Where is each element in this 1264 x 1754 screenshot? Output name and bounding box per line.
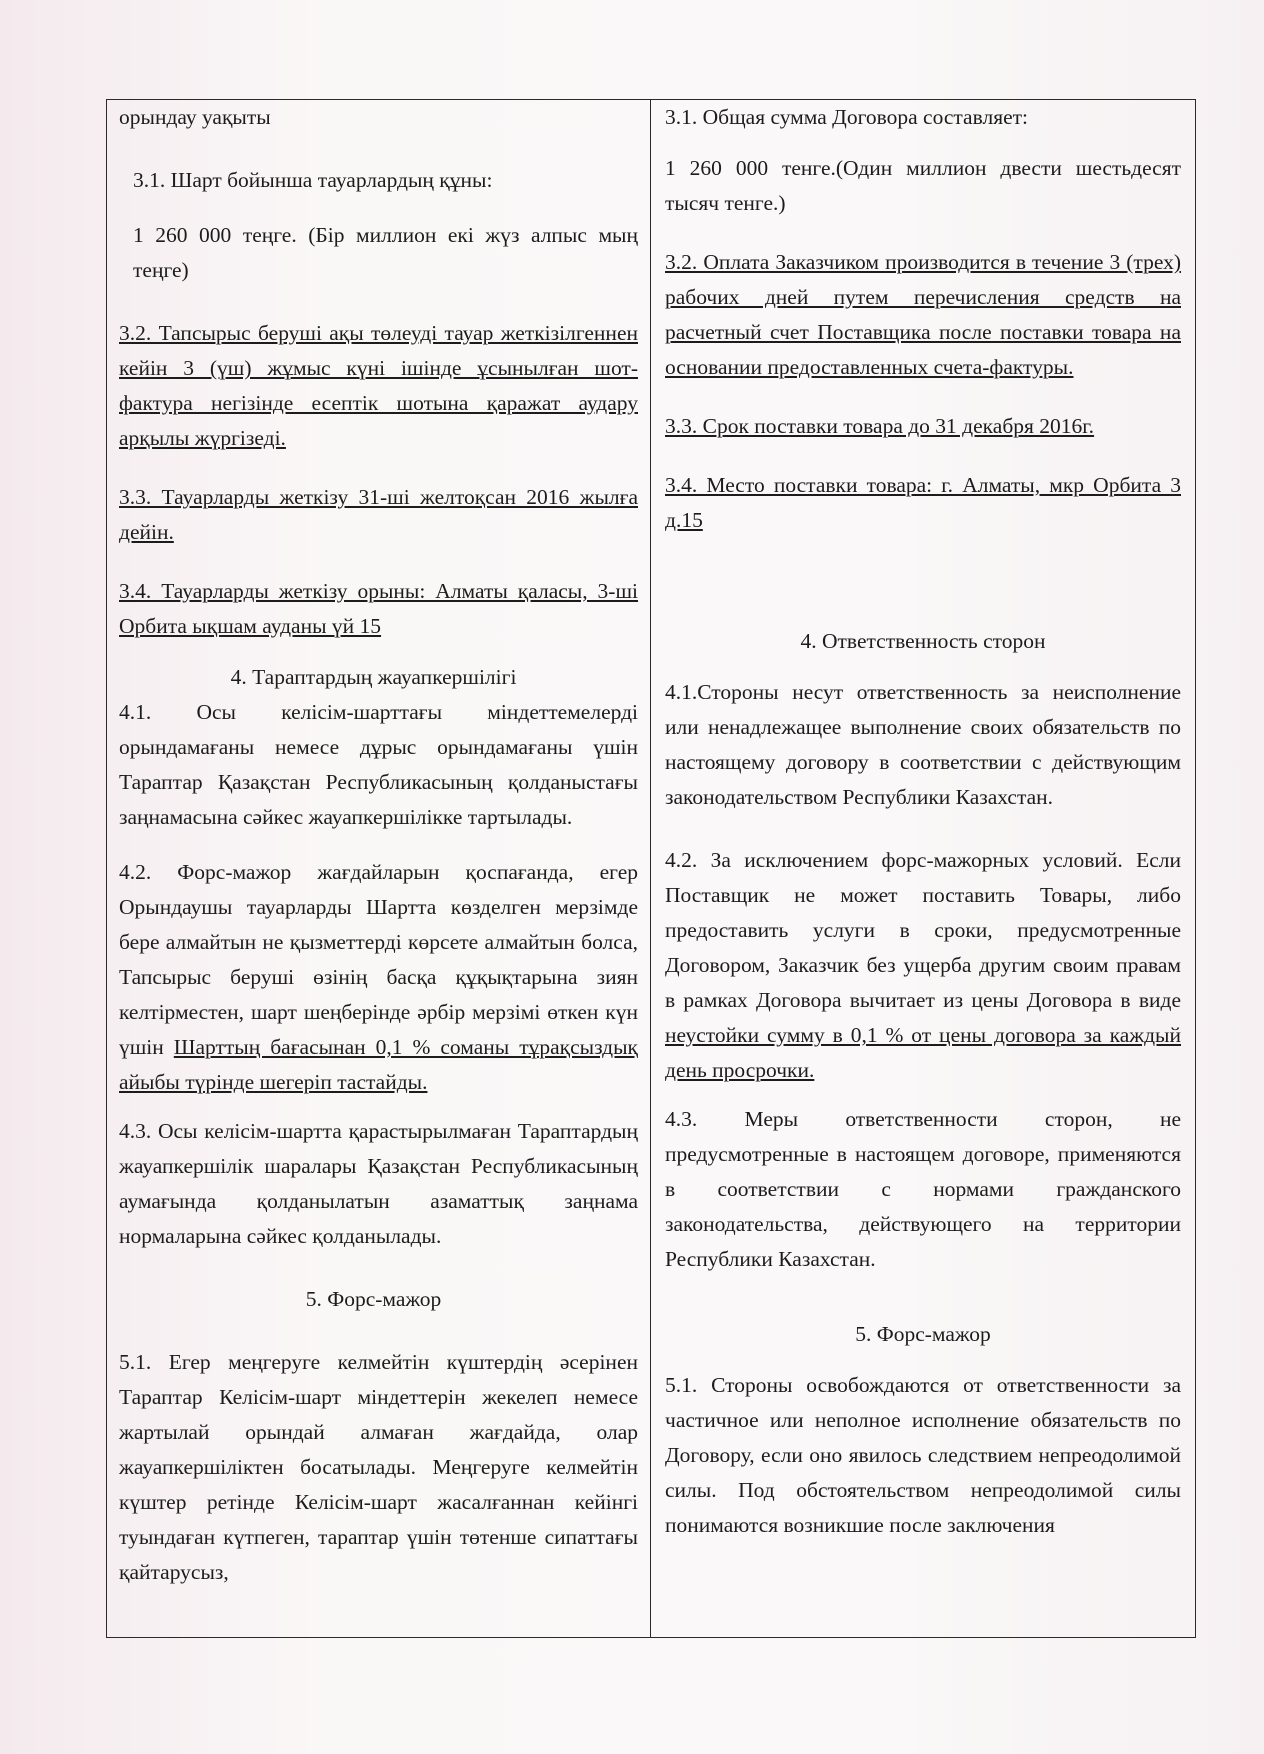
kz-clause-3-3: 3.3. Тауарларды жеткізу 31-ші желтоқсан 2016 жылға дейін.	[119, 485, 638, 544]
ru-section-5-heading: 5. Форс-мажор	[855, 1322, 991, 1346]
kz-section-5-heading: 5. Форс-мажор	[305, 1287, 442, 1311]
ru-section-4-heading: 4. Ответственность сторон	[800, 629, 1046, 653]
kz-clause-4-2-penalty: Шарттың бағасынан 0,1 % соманы тұрақсыздық айыбы түрінде шегеріп тастайды.	[119, 1035, 638, 1094]
ru-clause-4-2	[665, 843, 1181, 1088]
ru-clause-4-2-penalty: неустойки сумму в 0,1 % от цены договора за каждый день просрочки.	[665, 1023, 1181, 1082]
ru-clause-5-1: 5.1. Стороны освобождаются от ответственности за частичное или неполное исполнение обязательств по Договору, если оно явилось следствием непреодолимой силы. Под обстоятельством непреодолимой силы понимаются возникшие после заключения	[665, 1373, 1181, 1537]
ru-clause-3-2: 3.2. Оплата Заказчиком производится в течение 3 (трех) рабочих дней путем перечисления средств на расчетный счет Поставщика после поставки товара на основании предоставленных счета-фактуры.	[665, 250, 1181, 379]
kz-clause-4-2-text: 4.2. Форс-мажор жағдайларын қоспағанда, егер Орындаушы тауарларды Шартта көзделген мерзімде бере алмайтын не қызметтерді көрсете алмайтын болса, Тапсырыс беруші өзінің басқа құқықтарына зиян келтірместен, шарт шеңберінде әрбір мерзімі өткен күн үшін	[119, 860, 638, 1059]
kz-clause-3-1-title: 3.1. Шарт бойынша тауарлардың құны:	[133, 168, 493, 192]
ru-clause-3-1-amount: 1 260 000 тенге.(Один миллион двести шестьдесят тысяч тенге.)	[665, 156, 1181, 215]
kz-clause-4-3: 4.3. Осы келісім-шартта қарастырылмаған Тараптардың жауапкершілік шаралары Қазақстан Республикасының аумағында қолданылатын азаматтық заңнама нормаларына сәйкес қолданылады.	[119, 1119, 638, 1248]
russian-column	[651, 100, 1195, 1637]
ru-clause-3-4: 3.4. Место поставки товара: г. Алматы, мкр Орбита 3 д.15	[665, 473, 1181, 532]
ru-clause-4-3: 4.3. Меры ответственности сторон, не предусмотренные в настоящем договоре, применяются в соответствии с нормами гражданского законодательства, действующего на территории Республики Казахстан.	[665, 1107, 1181, 1271]
kz-clause-4-1: 4.1. Осы келісім-шарттағы міндеттемелерді орындамағаны немесе дұрыс орындамағаны үшін Тараптар Қазақстан Республикасының қолданыстағы заңнамасына сәйкес жауапкершілікке тартылады.	[119, 700, 638, 829]
kz-heading-tail: орындау уақыты	[119, 105, 271, 129]
kz-clause-3-1-amount: 1 260 000 теңге. (Бір миллион екі жүз алпыс мың теңге)	[133, 223, 638, 282]
kz-clause-5-1: 5.1. Егер меңгеруге келмейтін күштердің әсерінен Тараптар Келісім-шарт міндеттерін жекелеп немесе жартылай орындай алмаған жағдайда, олар жауапкершіліктен босатылады. Меңгеруге келмейтін күштер ретінде Келісім-шарт жасалғаннан кейінгі туындаған күтпеген, тараптар үшін төтенше сипаттағы қайтарусыз,	[119, 1350, 638, 1584]
kazakh-column	[107, 100, 651, 1637]
ru-clause-3-1-title: 3.1. Общая сумма Договора составляет:	[665, 105, 1029, 129]
ru-clause-4-1: 4.1.Стороны несут ответственность за неисполнение или ненадлежащее выполнение своих обязательств по настоящему договору в соответствии с действующим законодательством Республики Казахстан.	[665, 680, 1181, 809]
ru-clause-4-2-text: 4.2. За исключением форс-мажорных условий. Если Поставщик не может поставить Товары, либо предоставить услуги в сроки, предусмотренные Договором, Заказчик без ущерба другим своим правам в рамках Договора вычитает из цены Договора в виде	[665, 848, 1181, 1012]
kz-clause-4-2	[119, 855, 638, 1100]
contract-two-column-table	[106, 99, 1196, 1638]
ru-clause-3-3: 3.3. Срок поставки товара до 31 декабря 2016г.	[665, 414, 1095, 438]
kz-section-4-heading: 4. Тараптардың жауапкершілігі	[230, 665, 517, 689]
kz-clause-3-4: 3.4. Тауарларды жеткізу орыны: Алматы қаласы, 3-ші Орбита ықшам ауданы үй 15	[119, 579, 638, 638]
kz-clause-3-2: 3.2. Тапсырыс беруші ақы төлеуді тауар жеткізілгеннен кейін 3 (үш) жұмыс күні ішінде ұсынылған шот-фактура негізінде есептік шотына қаражат аудару арқылы жүргізеді.	[119, 321, 638, 450]
